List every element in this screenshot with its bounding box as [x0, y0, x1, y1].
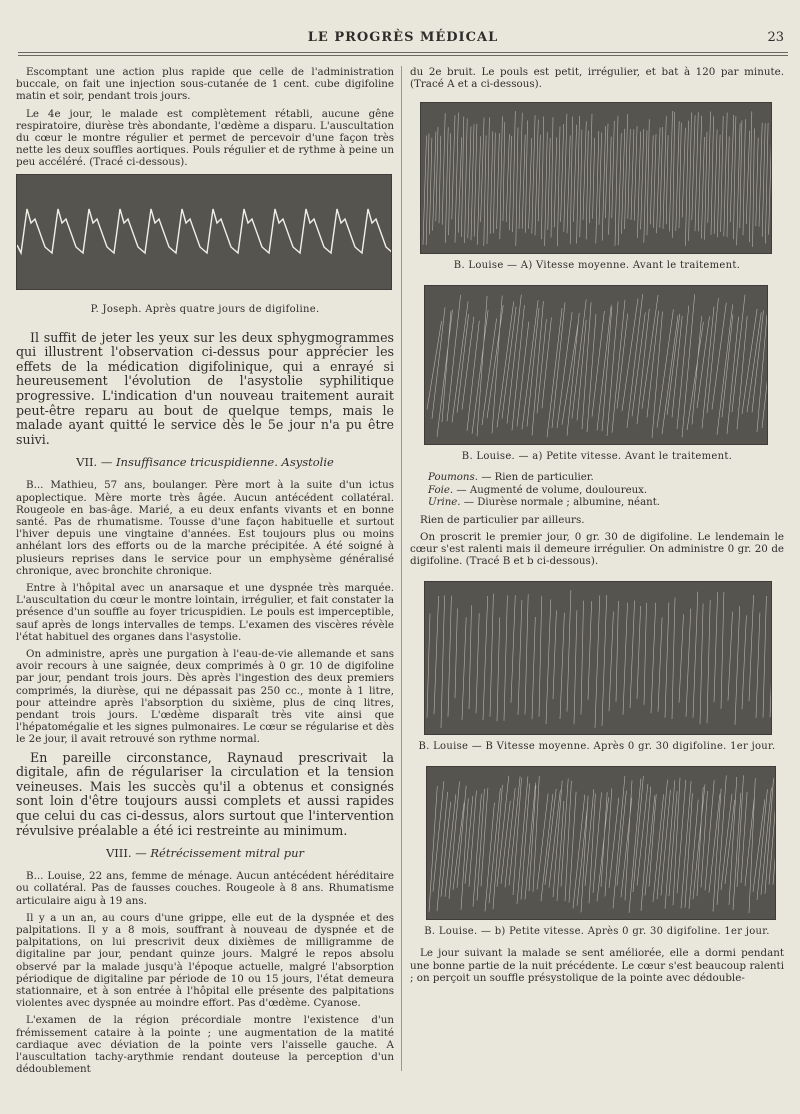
paragraph: du 2e bruit. Le pouls est petit, irrégulier, et bat à 120 par minute. (Tracé A et a ci-dessous). — [410, 66, 784, 91]
sphygmogram-trace — [17, 175, 391, 289]
column-divider — [401, 66, 402, 1071]
sphygmogram-louise-B — [424, 581, 772, 735]
figure-caption: B. Louise. — b) Petite vitesse. Après 0 gr. 30 digifoline. 1er jour. — [424, 926, 770, 938]
paragraph: On proscrit le premier jour, 0 gr. 30 de digifoline. Le lendemain le cœur s'est ralenti mais il demeure irrégulier. On administre 0 gr. 20 de digifoline. (Tracé B et b ci-dessous). — [410, 530, 784, 568]
figure-louise-b — [410, 766, 784, 937]
paragraph: Il suffit de jeter les yeux sur les deux sphygmogrammes qui illustrent l'observation ci-dessus pour apprécier les effets de la médication digifolinique, qui a enrayé si heureusement l'évolution de l'asystolie syphilitique progressive. L'indication d'un nouveau traitement aurait peut-être reparu au bout de quelque temps, mais le malade ayant quitté le service dès le 5e jour n'a pu être suivi. — [16, 329, 394, 447]
organ-finding — [410, 485, 784, 497]
figure-louise-B — [410, 581, 784, 752]
organ-finding — [410, 497, 784, 509]
section-heading-vii — [16, 455, 394, 469]
right-column — [410, 66, 784, 989]
organ-findings — [410, 472, 784, 509]
paragraph: Le 4e jour, le malade est complètement rétabli, aucune gêne respiratoire, diurèse très abondante, l'œdème a disparu. L'auscultation du cœur le montre régulier et permet de percevoir d'une façon très nette les deux souffles aortiques. Pouls régulier et de rythme à peine un peu accéléré. (Tracé ci-dessous). — [16, 107, 394, 169]
header-rule — [18, 52, 788, 53]
organ-text: — Augmenté de volume, douloureux. — [453, 484, 648, 496]
paragraph: On administre, après une purgation à l'eau-de-vie allemande et sans avoir recours à une saignée, deux comprimés à 0 gr. 10 de digifoline par jour, pendant trois jours. Dès après l'ingestion des deux premiers comprimés, la diurèse, qui ne dépassait pas 250 cc., monte à 1 litre, pour atteindre après l'absorption du sixième, plus de cinq litres, pendant trois jours. L'œdème disparaît très vite ainsi que l'hépatomégalie et les signes pulmonaires. Le cœur se régularise et dès le 2e jour, il avait retrouvé son rythme normal. — [16, 648, 394, 746]
section-heading-viii — [16, 846, 394, 860]
figure-caption: B. Louise. — a) Petite vitesse. Avant le traitement. — [461, 451, 733, 463]
left-column — [16, 66, 394, 1080]
organ-label: Urine. — [428, 497, 461, 509]
section-title: Rétrécissement mitral pur — [150, 846, 305, 861]
paragraph: Le jour suivant la malade se sent améliorée, elle a dormi pendant une bonne partie de la nuit précédente. Le cœur s'est beaucoup ralenti ; on perçoit un souffle présystolique de la pointe avec dédouble- — [410, 947, 784, 984]
figure-caption: P. Joseph. Après quatre jours de digifoline. — [90, 303, 320, 315]
sphygmogram-trace — [421, 103, 771, 253]
header-rule-double — [18, 55, 788, 56]
figure-joseph — [16, 174, 394, 315]
sphygmogram-trace — [425, 286, 767, 444]
organ-text: — Rien de particulier. — [477, 472, 594, 484]
sphygmogram-louise-a — [424, 285, 768, 445]
paragraph: Entre à l'hôpital avec un anarsaque et une dyspnée très marquée. L'auscultation du cœur le montre lointain, irrégulier, et fait constater la présence d'un souffle au foyer tricuspidien. Le pouls est imperceptible, sauf après de longs intervalles de temps. L'examen des viscères révèle l'état habituel des organes dans l'asystolie. — [16, 582, 394, 643]
sphygmogram-trace — [427, 767, 775, 919]
section-number: VIII. — — [105, 846, 147, 861]
organ-finding — [410, 472, 784, 484]
organ-text: — Diurèse normale ; albumine, néant. — [460, 497, 661, 509]
figure-louise-A — [410, 102, 784, 271]
paragraph: En pareille circonstance, Raynaud prescrivait la digitale, afin de régulariser la circulation et la tension veineuses. Mais les succès qu'il a obtenus et consignés sont loin d'être toujours aussi complets et aussi rapides que celui du cas ci-dessus, alors surtout que l'intervention révulsive préalable a été ici restreinte au minimum. — [16, 749, 394, 838]
paragraph: Rien de particulier par ailleurs. — [420, 513, 585, 526]
sphygmogram-joseph — [16, 174, 392, 290]
paragraph: B... Mathieu, 57 ans, boulanger. Père mort à la suite d'un ictus apoplectique. Mère morte très âgée. Aucun antécédent collatéral. Rougeole en bas-âge. Marié, a eu deux enfants vivants et en bonne santé. Pas de rhumatisme. Tousse d'une façon habituelle et surtout l'hiver depuis une vingtaine d'années. Est toujours plus ou moins anhélant lors des efforts ou de la marche précipitée. A été soigné à plusieurs reprises dans le service pour un emphysème généralisé chronique, avec bronchite chronique. — [16, 479, 394, 577]
section-title: Insuffisance tricuspidienne. Asystolie — [116, 455, 334, 470]
sphygmogram-louise-A — [420, 102, 772, 254]
paragraph: B... Louise, 22 ans, femme de ménage. Aucun antécédent héréditaire ou collatéral. Pas de fausses couches. Rougeole à 8 ans. Rhumatisme articulaire aigu à 19 ans. — [16, 870, 394, 907]
running-title: LE PROGRÈS MÉDICAL — [307, 30, 499, 45]
page-header — [18, 28, 788, 50]
sphygmogram-louise-b — [426, 766, 776, 920]
paragraph: L'examen de la région précordiale montre l'existence d'un frémissement cataire à la pointe ; une augmentation de la matité cardiaque avec déviation de la pointe vers l'aisselle gauche. A l'auscultation tachy-arythmie rendant douteuse la perception d'un dédoublement — [16, 1014, 394, 1076]
organ-label: Poumons. — [428, 472, 478, 484]
paragraph: Il y a un an, au cours d'une grippe, elle eut de la dyspnée et des palpitations. Il y a 8 mois, souffrant à nouveau de dyspnée et de palpitations, on lui prescrivit deux dixièmes de milligramme de digitaline par jour, pendant quinze jours. Malgré le repos absolu observé par la malade jusqu'à l'époque actuelle, malgré l'absorption périodique de digitaline par période de 10 ou 15 jours, l'état demeura stationnaire, et à son entrée à l'hôpital elle présente des palpitations violentes avec dyspnée au moindre effort. Pas d'œdème. Cyanose. — [16, 911, 394, 1010]
figure-caption: B. Louise — A) Vitesse moyenne. Avant le traitement. — [453, 260, 741, 272]
section-number: VII. — — [76, 455, 113, 470]
organ-label: Foie. — [428, 484, 454, 496]
figure-louise-a — [410, 285, 784, 462]
page-number: 23 — [767, 30, 784, 45]
paragraph: Escomptant une action plus rapide que celle de l'administration buccale, on fait une injection sous-cutanée de 1 cent. cube digifoline matin et soir, pendant trois jours. — [16, 66, 394, 103]
sphygmogram-trace — [425, 582, 771, 734]
figure-caption: B. Louise — B Vitesse moyenne. Après 0 gr. 30 digifoline. 1er jour. — [418, 741, 776, 753]
